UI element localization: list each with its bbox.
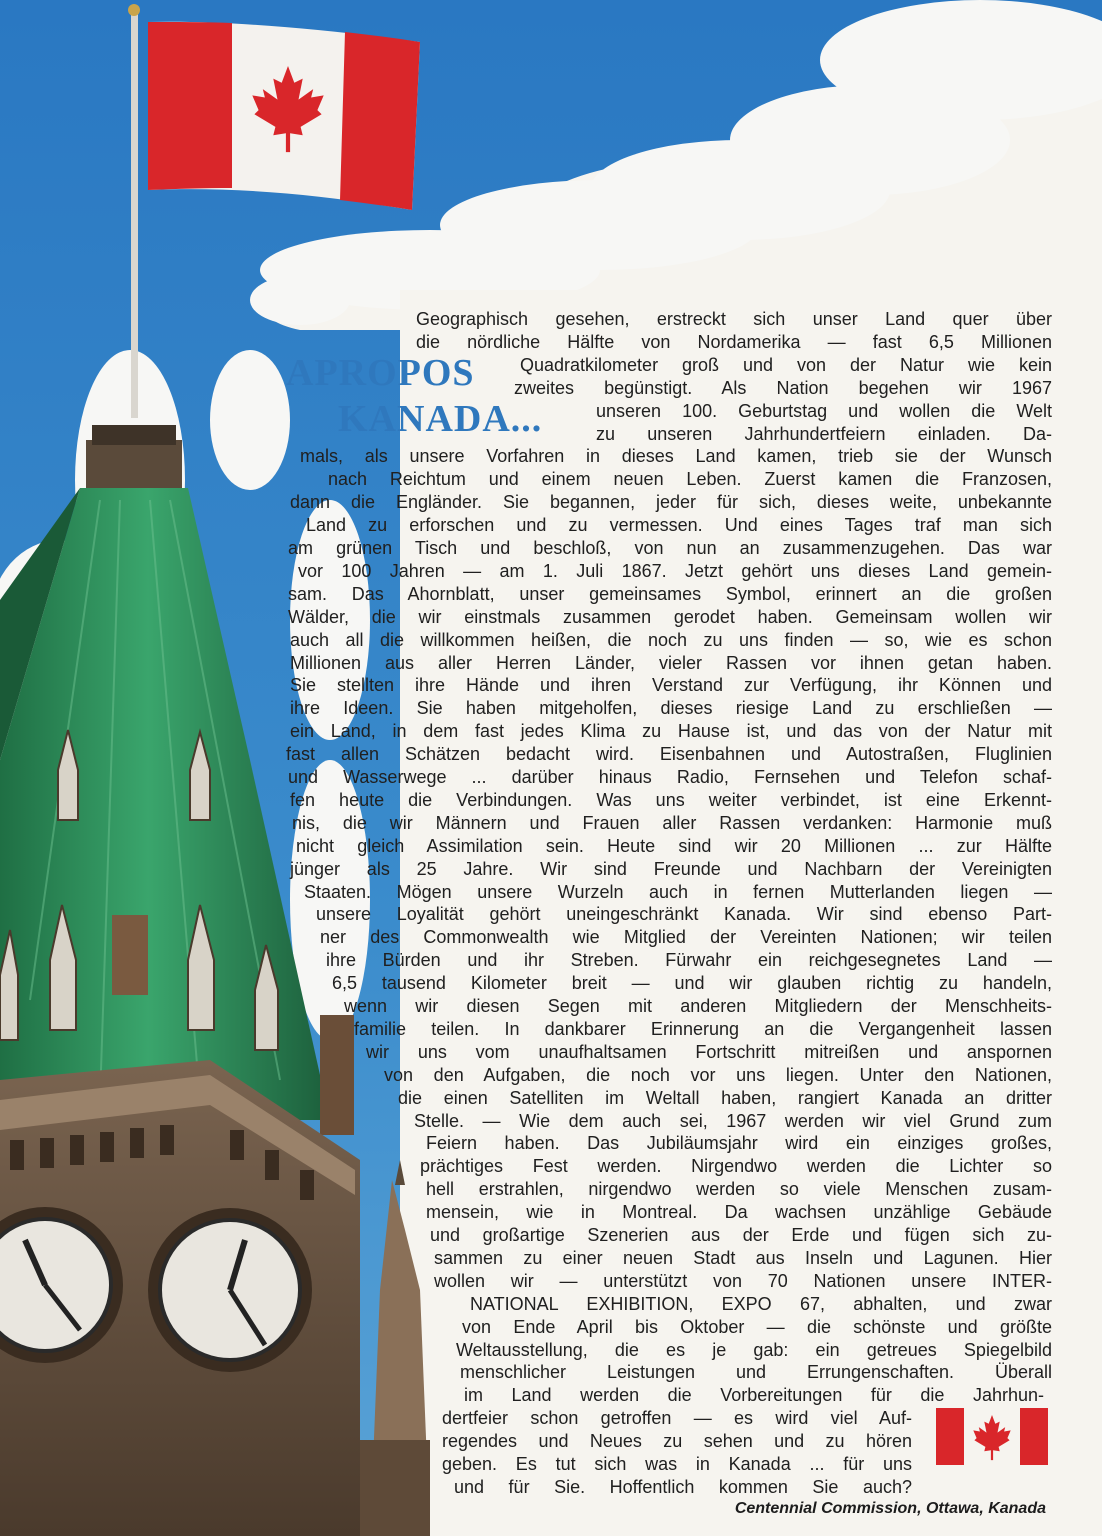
body-line: nach Reichtum und einem neuen Leben. Zuerst kamen die Franzosen, xyxy=(328,469,1052,490)
body-line: unseren 100. Geburtstag und wollen die Welt xyxy=(596,400,1052,421)
body-line: von den Aufgaben, die noch vor uns liegen. Unter den Nationen, xyxy=(384,1064,1052,1085)
body-line: fen heute die Verbindungen. Was uns weiter verbindet, ist eine Erkennt- xyxy=(290,789,1052,810)
body-line: zu unseren Jahrhundertfeiern einladen. Da- xyxy=(596,423,1052,444)
body-line: Staaten. Mögen unsere Wurzeln auch in fernen Mutterlanden liegen — xyxy=(304,881,1052,902)
credit-line: Centennial Commission, Ottawa, Kanada xyxy=(734,1500,1046,1517)
body-line: auch all die willkommen heißen, die noch zu uns finden — so, wie es schon xyxy=(290,629,1052,650)
body-line: jünger als 25 Jahre. Wir sind Freunde und Nachbarn der Vereinigten xyxy=(290,858,1052,879)
body-line: familie teilen. In dankbarer Erinnerung an die Vergangenheit lassen xyxy=(354,1018,1052,1039)
body-line: mals, als unsere Vorfahren in dieses Land kamen, trieb sie der Wunsch xyxy=(300,446,1052,467)
body-line: und Wasserwege ... darüber hinaus Radio, Fernsehen und Telefon schaf- xyxy=(288,767,1052,787)
body-line: Weltausstellung, die es je gab: ein getreues Spiegelbild xyxy=(456,1339,1052,1360)
body-line: fast allen Schätzen bedacht wird. Eisenbahnen und Autostraßen, Fluglinien xyxy=(286,744,1052,765)
body-line: im Land werden die Vorbereitungen für die Jahrhun- xyxy=(464,1385,1044,1406)
body-line: ihre Bürden und ihr Streben. Fürwahr ein reichgesegnetes Land — xyxy=(326,950,1052,971)
body-line: die nördliche Hälfte von Nordamerika — fast 6,5 Millionen xyxy=(416,331,1052,352)
body-line: ner des Commonwealth wie Mitglied der Vereinten Nationen; wir teilen xyxy=(320,927,1052,948)
body-line: vor 100 Jahren — am 1. Juli 1867. Jetzt gehört uns dieses Land gemein- xyxy=(298,560,1052,581)
title-line-2: KANADA... xyxy=(338,398,543,440)
body-line: sammen zu einer neuen Stadt aus Inseln und Lagunen. Hier xyxy=(434,1247,1052,1268)
body-line: Sie stellten ihre Hände und ihren Verstand zur Verfügung, ihr Können und xyxy=(290,675,1052,696)
body-line: wollen wir — unterstützt von 70 Nationen unsere INTER- xyxy=(434,1270,1052,1291)
canada-flag-icon xyxy=(148,22,420,210)
canada-flag-icon xyxy=(936,1408,1048,1465)
body-line: 6,5 tausend Kilometer breit — und wir glauben richtig zu handeln, xyxy=(332,973,1052,994)
body-line: sam. Das Ahornblatt, unser gemeinsames Symbol, erinnert an die großen xyxy=(288,583,1052,604)
body-line: Stelle. — Wie dem auch sei, 1967 werden wir viel Grund zum xyxy=(414,1110,1052,1131)
body-line: prächtiges Fest werden. Nirgendwo werden die Lichter so xyxy=(420,1156,1052,1177)
body-line: nis, die wir Männern und Frauen aller Rassen verdanken: Harmonie muß xyxy=(292,812,1052,833)
body-line: menschlicher Leistungen und Errungenschaften. Überall xyxy=(460,1362,1052,1383)
body-line: wir uns vom unaufhaltsamen Fortschritt mitreißen und anspornen xyxy=(366,1041,1052,1062)
body-line: Wälder, die wir einstmals zusammen gerodet haben. Gemeinsam wollen wir xyxy=(288,606,1052,627)
body-line: Land zu erforschen und zu vermessen. Und eines Tages traf man sich xyxy=(306,515,1052,536)
body-line: die einen Satelliten im Weltall haben, rangiert Kanada an dritter xyxy=(398,1087,1052,1108)
body-line: dann die Engländer. Sie begannen, jeder für sich, dieses weite, unbekannte xyxy=(290,492,1052,513)
body-line: dertfeier schon getroffen — es wird viel Auf- xyxy=(442,1408,912,1429)
body-line: wenn wir diesen Segen mit anderen Mitgliedern der Menschheits- xyxy=(344,996,1052,1016)
body-line: geben. Es tut sich was in Kanada ... für uns xyxy=(442,1454,912,1474)
body-line: regendes und Neues zu sehen und zu hören xyxy=(442,1431,912,1452)
body-line: und für Sie. Hoffentlich kommen Sie auch? xyxy=(454,1476,912,1497)
title-line-1: APROPOS xyxy=(286,352,475,394)
body-line: ein Land, in dem fast jedes Klima zu Hause ist, und das von der Natur mit xyxy=(290,721,1052,742)
body-line: und großartige Szenerien aus der Erde und fügen sich zu- xyxy=(430,1225,1052,1245)
body-line: nicht gleich Assimilation sein. Heute sind wir 20 Millionen ... zur Hälfte xyxy=(296,835,1052,856)
body-line: Quadratkilometer groß und von der Natur wie kein xyxy=(520,354,1052,375)
body-line: Geographisch gesehen, erstreckt sich unser Land quer über xyxy=(416,309,1052,329)
body-line: unsere Loyalität gehört uneingeschränkt Kanada. Wir sind ebenso Part- xyxy=(316,904,1052,925)
body-line: mensein, wie in Montreal. Da wachsen unzählige Gebäude xyxy=(426,1202,1052,1223)
body-line: zweites begünstigt. Als Nation begehen wir 1967 xyxy=(514,377,1052,398)
body-line: von Ende April bis Oktober — die schönste und größte xyxy=(462,1316,1052,1337)
clock-face-icon xyxy=(148,1208,312,1372)
body-line: ihre Ideen. Sie haben mitgeholfen, dieses riesige Land zu erschließen — xyxy=(290,698,1052,719)
body-line: hell erstrahlen, nirgendwo werden so viele Menschen zusam- xyxy=(426,1179,1052,1200)
body-line: Millionen aus aller Herren Länder, vieler Rassen vor ihnen getan haben. xyxy=(290,652,1052,673)
body-line: am grünen Tisch und beschloß, von nun an zusammenzugehen. Das war xyxy=(288,538,1052,558)
body-line: NATIONAL EXHIBITION, EXPO 67, abhalten, und zwar xyxy=(470,1293,1052,1314)
body-line: Feiern haben. Das Jubiläumsjahr wird ein einziges großes, xyxy=(426,1133,1052,1154)
